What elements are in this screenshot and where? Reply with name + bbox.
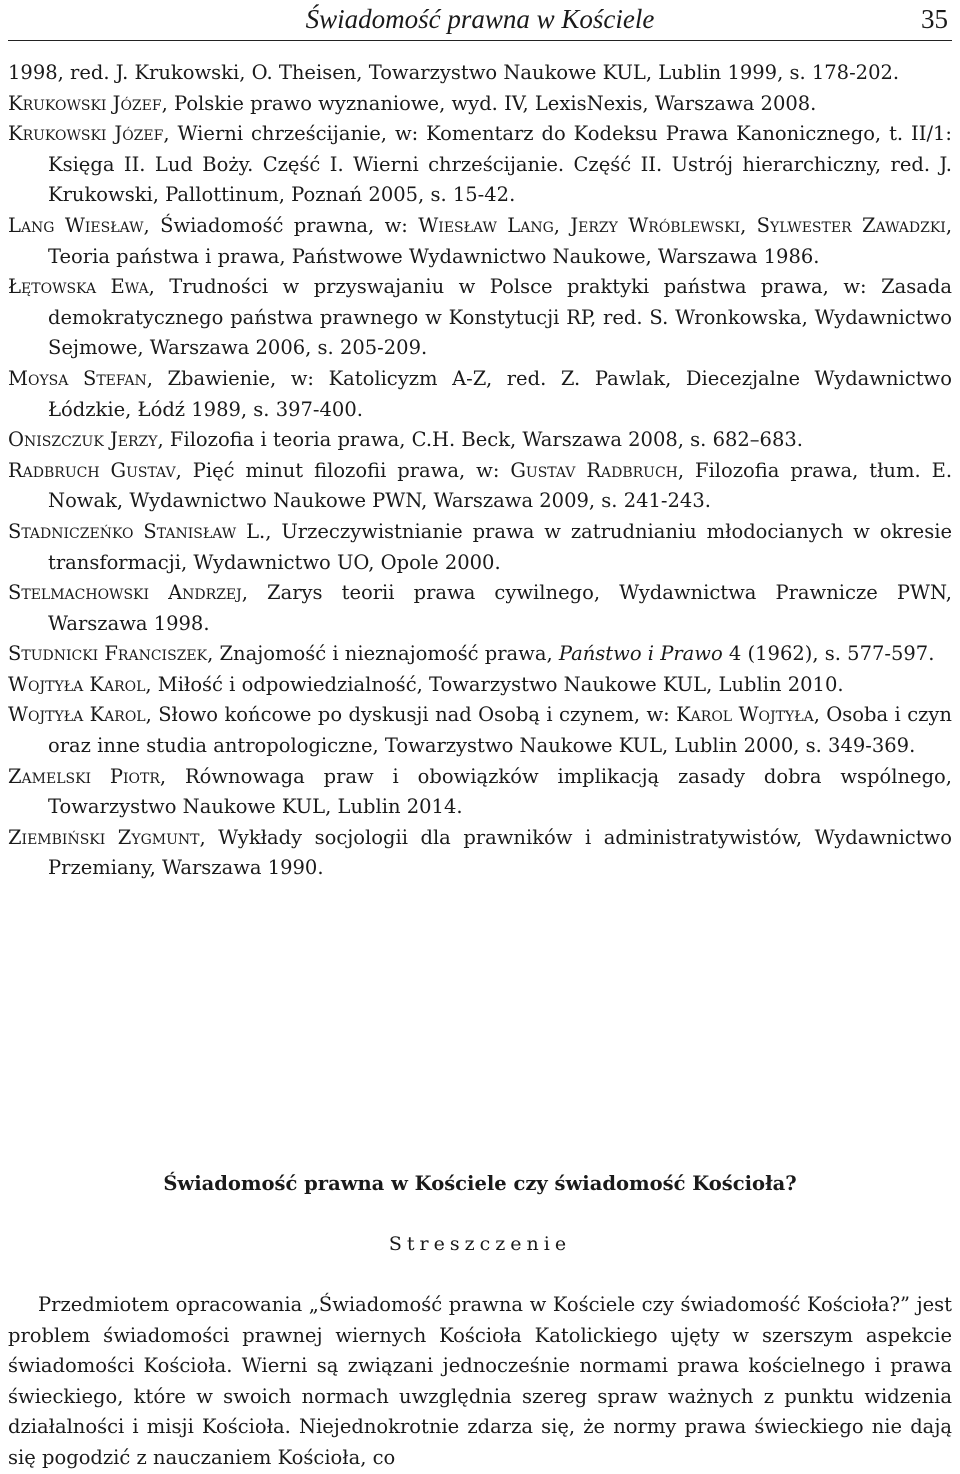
reference-author: Gustav Radbruch — [510, 458, 678, 482]
reference-entry: 1998, red. J. Krukowski, O. Theisen, Towarzystwo Naukowe KUL, Lublin 1999, s. 178-202. — [8, 61, 900, 84]
reference-entry: Stadniczeńko Stanisław L., Urzeczywistnianie prawa w zatrudnianiu młodocianych w okresie transformacji, Wydawnictwo UO, Opole 2000. — [8, 519, 952, 574]
reference-entry: Wojtyła Karol, Słowo końcowe po dyskusji nad Osobą i czynem, w: Karol Wojtyła, Osoba i czyn oraz inne studia antropologiczne, Towarzystwo Naukowe KUL, Lublin 2000, s. 349-369. — [8, 703, 952, 758]
reference-list — [8, 58, 952, 884]
summary-paragraph: Przedmiotem opracowania „Świadomość prawna w Kościele czy świadomość Kościoła?” jest problem świadomości prawnej wiernych Kościoła Katolickiego ujęty w szerszym aspekcie świadomości Kościoła. Wierni są związani jednocześnie normami prawa kościelnego i prawa świeckiego, które w swoich normach uwzględnia szereg spraw ważnych z punktu widzenia działalności i misji Kościoła. Niejednokrotnie zdarza się, że normy prawa świeckiego nie dają się pogodzić z nauczaniem Kościoła, co — [8, 1293, 952, 1469]
journal-title: Państwo i Prawo — [558, 642, 723, 666]
running-title: Świadomość prawna w Kościele — [305, 4, 655, 34]
reference-entry: Studnicki Franciszek, Znajomość i nieznajomość prawa, Państwo i Prawo 4 (1962), s. 577-597. — [8, 642, 935, 666]
reference-author: Karol Wojtyła — [676, 703, 814, 727]
reference-entry: Krukowski Józef, Polskie prawo wyznaniowe, wyd. IV, LexisNexis, Warszawa 2008. — [8, 91, 817, 115]
reference-author: Wojtyła Karol — [8, 672, 146, 696]
reference-author: Wiesław Lang, Jerzy Wróblewski, Sylwester Zawadzki — [418, 213, 946, 237]
reference-author: Wojtyła Karol — [8, 703, 146, 727]
reference-entry: Lang Wiesław, Świadomość prawna, w: Wiesław Lang, Jerzy Wróblewski, Sylwester Zawadzki, Teoria państwa i prawa, Państwowe Wydawnictwo Naukowe, Warszawa 1986. — [8, 213, 953, 268]
reference-author: Lang Wiesław — [8, 213, 144, 237]
page-header — [8, 0, 952, 41]
summary-body — [8, 1290, 952, 1474]
reference-entry: Moysa Stefan, Zbawienie, w: Katolicyzm A-Z, red. Z. Pawlak, Diecezjalne Wydawnictwo Łódzkie, Łódź 1989, s. 397-400. — [8, 366, 952, 421]
reference-entry: Radbruch Gustav, Pięć minut filozofii prawa, w: Gustav Radbruch, Filozofia prawa, tłum. E. Nowak, Wydawnictwo Naukowe PWN, Warszawa 2009, s. 241-243. — [8, 458, 953, 513]
reference-entry: Krukowski Józef, Wierni chrześcijanie, w: Komentarz do Kodeksu Prawa Kanonicznego, t. II/1: Księga II. Lud Boży. Część I. Wierni chrześcijanie. Część II. Ustrój hierarchiczny, red. J. Krukowski, Pallottinum, Poznań 2005, s. 15-42. — [8, 122, 952, 207]
reference-entry: Ziembiński Zygmunt, Wykłady socjologii dla prawników i administratywistów, Wydawnictwo Przemiany, Warszawa 1990. — [8, 825, 952, 880]
reference-author: Zamelski Piotr — [8, 764, 160, 788]
reference-author: Stelmachowski Andrzej — [8, 581, 242, 605]
summary-title: Świadomość prawna w Kościele czy świadomość Kościoła? — [163, 1172, 797, 1195]
reference-author: Radbruch Gustav — [8, 458, 176, 482]
reference-entry: Stelmachowski Andrzej, Zarys teorii prawa cywilnego, Wydawnictwa Prawnicze PWN, Warszawa 1998. — [8, 581, 953, 635]
reference-author: Stadniczeńko Stanisław — [8, 519, 237, 543]
reference-entry: Oniszczuk Jerzy, Filozofia i teoria prawa, C.H. Beck, Warszawa 2008, s. 682–683. — [8, 428, 803, 452]
reference-author: Krukowski Józef — [8, 122, 164, 146]
reference-author: Krukowski Józef — [8, 91, 162, 115]
reference-author: Moysa Stefan — [8, 366, 147, 390]
reference-author: Łętowska Ewa — [8, 275, 149, 299]
reference-entry: Łętowska Ewa, Trudności w przyswajaniu w Polsce praktyki państwa prawa, w: Zasada demokratycznego państwa prawnego w Konstytucji RP, red. S. Wronkowska, Wydawnictwo Sejmowe, Warszawa 2006, s. 205-209. — [8, 275, 952, 360]
reference-author: Ziembiński Zygmunt — [8, 825, 200, 849]
summary-label: Streszczenie — [388, 1233, 572, 1255]
reference-author: Studnicki Franciszek — [8, 642, 208, 666]
page-number: 35 — [921, 4, 948, 34]
reference-entry: Zamelski Piotr, Równowaga praw i obowiązków implikacją zasady dobra wspólnego, Towarzystwo Naukowe KUL, Lublin 2014. — [8, 764, 952, 819]
reference-entry: Wojtyła Karol, Miłość i odpowiedzialność, Towarzystwo Naukowe KUL, Lublin 2010. — [8, 672, 844, 696]
reference-author: Oniszczuk Jerzy — [8, 428, 158, 452]
